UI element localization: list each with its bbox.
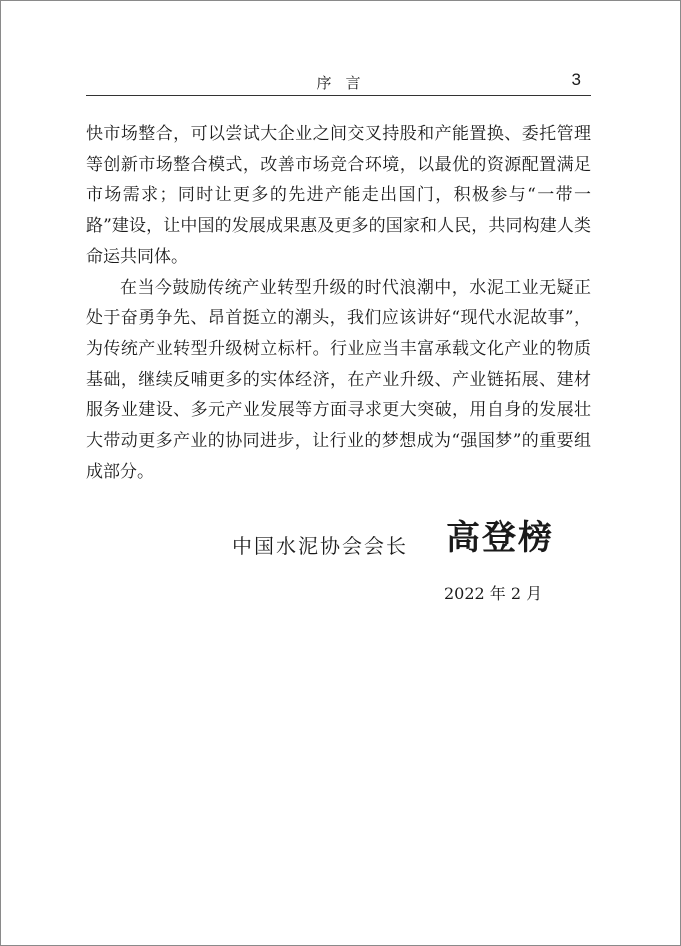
body-text [86, 119, 591, 487]
page-number: 3 [571, 70, 581, 89]
paragraph: 在当今鼓励传统产业转型升级的时代浪潮中，水泥工业无疑正处于奋勇争先、昂首挺立的潮头，我们应该讲好“现代水泥故事”，为传统产业转型升级树立标杆。行业应当丰富承载文化产业的物质基础，继续反哺更多的实体经济，在产业升级、产业链拓展、建材服务业建设、多元产业发展等方面寻求更大突破，用自身的发展壮大带动更多产业的协同进步，让行业的梦想成为“强国梦”的重要组成部分。 [86, 277, 591, 482]
header-rule [86, 95, 591, 96]
paragraph-continued: 快市场整合，可以尝试大企业之间交叉持股和产能置换、委托管理等创新市场整合模式，改善市场竞合环境，以最优的资源配置满足市场需求；同时让更多的先进产能走出国门，积极参与“一带一路”建设，让中国的发展成果惠及更多的国家和人民，共同构建人类命运共同体。 [86, 124, 591, 267]
running-title: 序言 [316, 74, 375, 92]
signature-date: 2022 年 2 月 [444, 584, 543, 603]
signature-organization-title: 中国水泥协会会长 [232, 534, 408, 558]
running-head [86, 70, 591, 94]
signature-name: 高登榜 [446, 518, 554, 558]
